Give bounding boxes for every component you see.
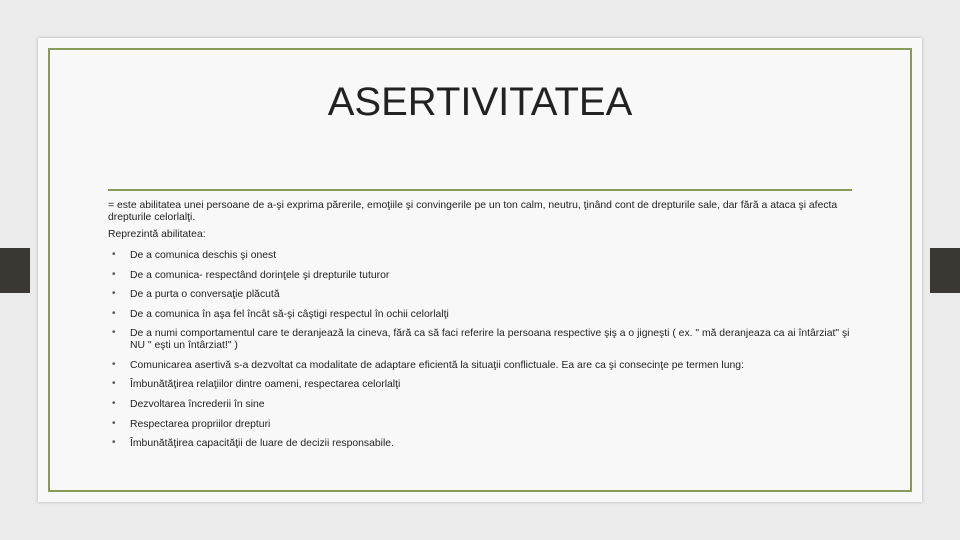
list-item bbox=[108, 419, 852, 431]
definition-text: = este abilitatea unei persoane de a-şi exprima părerile, emoţiile şi convingerile pe un ton calm, neutru, ţinând cont de drepturile sale, dar fără a ataca şi afecta drepturile celorlalţi. bbox=[108, 200, 838, 223]
list-item bbox=[108, 379, 852, 391]
list-item bbox=[108, 328, 852, 351]
bullet-icon: • bbox=[112, 358, 116, 370]
list-item-text: De a purta o conversaţie plăcută bbox=[130, 289, 280, 301]
list-item bbox=[108, 250, 852, 262]
list-item bbox=[108, 309, 852, 321]
bullet-icon: • bbox=[112, 398, 116, 410]
slide-title: ASERTIVITATEA bbox=[327, 80, 633, 124]
list-item-text: Comunicarea asertivă s-a dezvoltat ca modalitate de adaptare eficientă la situaţii conflictuale. Ea are ca şi consecinţe pe termen lung: bbox=[130, 359, 744, 371]
list-item-text: De a comunica- respectând dorinţele şi drepturile tuturor bbox=[130, 269, 390, 281]
bullet-icon: • bbox=[112, 268, 116, 280]
list-item-text: Respectarea propriilor drepturi bbox=[130, 418, 271, 430]
list-item-text: De a comunica în aşa fel încât să-şi câştigi respectul în ochii celorlalţi bbox=[130, 308, 449, 320]
list-item-text: Dezvoltarea încrederii în sine bbox=[130, 399, 265, 411]
bullet-icon: • bbox=[112, 288, 116, 300]
list-item bbox=[108, 360, 852, 372]
bullet-icon: • bbox=[112, 378, 116, 390]
left-side-tab bbox=[0, 248, 30, 293]
list-item bbox=[108, 289, 852, 301]
list-item-text: Îmbunătăţirea capacităţii de luare de decizii responsabile. bbox=[130, 438, 394, 450]
list-item bbox=[108, 399, 852, 411]
bullet-icon: • bbox=[112, 327, 116, 339]
title-divider bbox=[108, 189, 852, 191]
list-item-text: De a comunica deschis şi onest bbox=[130, 249, 277, 261]
slide-content bbox=[108, 200, 852, 458]
list-item bbox=[108, 438, 852, 450]
bullet-icon: • bbox=[112, 307, 116, 319]
list-item-text: De a numi comportamentul care te deranjează la cineva, fără ca să faci referire la persoana respective şiş a o jigneşti ( ex. " mă deranjeaza ca ai întârziat" şi NU " eşti un întârziat!" ) bbox=[130, 328, 850, 352]
list-item bbox=[108, 270, 852, 282]
bullet-icon: • bbox=[112, 417, 116, 429]
right-side-tab bbox=[930, 248, 960, 293]
list-item-text: Îmbunătăţirea relaţiilor dintre oameni, respectarea celorlalţi bbox=[130, 379, 401, 391]
bullet-list bbox=[108, 250, 852, 450]
bullet-icon: • bbox=[112, 248, 116, 260]
intro-text: Reprezintă abilitatea: bbox=[108, 229, 206, 241]
bullet-icon: • bbox=[112, 437, 116, 449]
